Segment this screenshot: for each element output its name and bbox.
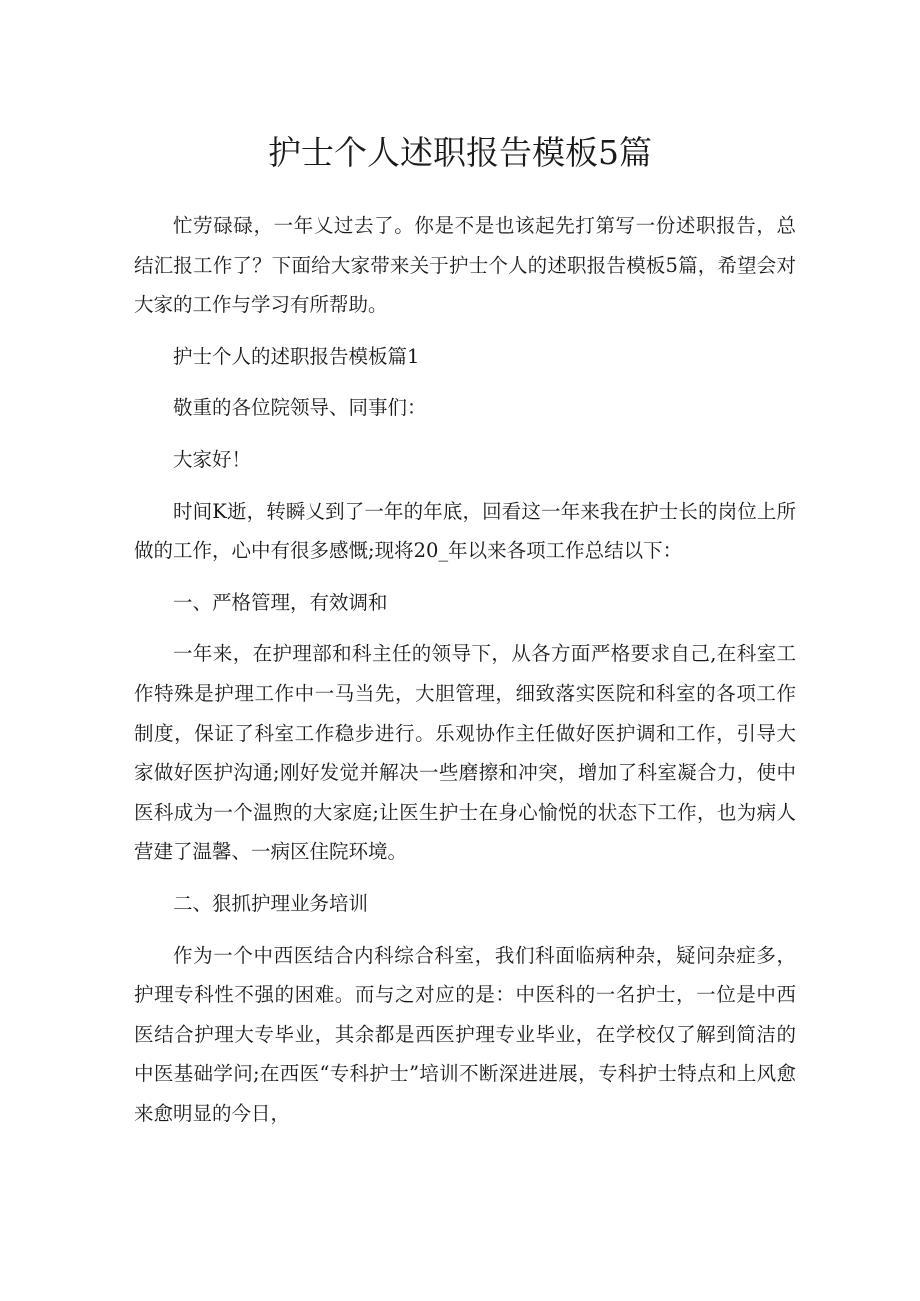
salutation: 敬重的各位院领导、同事们： (173, 396, 427, 420)
opening-paragraph: 时间K逝，转瞬乂到了一年的年底，回看这一年来我在护士长的岗位上所做的工作，心中有很多感慨;现将20_年以来各项工作总结以下： (134, 499, 796, 563)
section-heading-2: 二、狠抓护理业务培训 (173, 891, 369, 915)
section-1-paragraph: 一年来，在护理部和科主任的领导下，从各方面严格要求自己,在科室工作特殊是护理工作中一马当先，大胆管理，细致落实医院和科室的各项工作制度，保证了科室工作稳步进行。乐观协作主任做好医护调和工作，引导大家做好医护沟通;刚好发觉并解决一些磨擦和冲突，增加了科室凝合力，使中医科成为一个温煦的大家庭;让医生护士在身心愉悦的状态下工作，也为病人营建了温馨、一病区住院环境。 (134, 642, 796, 864)
section-heading-template-1: 护士个人的述职报告模板篇1 (173, 344, 420, 368)
document-body (134, 206, 796, 1145)
greeting: 大家好！ (173, 447, 252, 471)
section-heading-1: 一、严格管理，有效调和 (173, 590, 388, 614)
intro-paragraph: 忙劳碌碌，一年乂过去了。你是不是也该起先打第写一份述职报告，总结汇报工作了？下面给大家带来关于护士个人的述职报告模板5篇，希望会对大家的工作与学习有所帮助。 (134, 214, 796, 317)
document-title: 护士个人述职报告模板5篇 (268, 133, 652, 172)
section-2-paragraph: 作为一个中西医结合内科综合科室，我们科面临病种杂，疑问杂症多，护理专科性不强的困难。而与之对应的是：中医科的一名护士，一位是中西医结合护理大专毕业，其余都是西医护理专业毕业，在学校仅了解到简洁的中医基础学问;在西医“专科护士”培训不断深进进展，专科护士特点和上风愈来愈明显的今日， (134, 943, 796, 1125)
